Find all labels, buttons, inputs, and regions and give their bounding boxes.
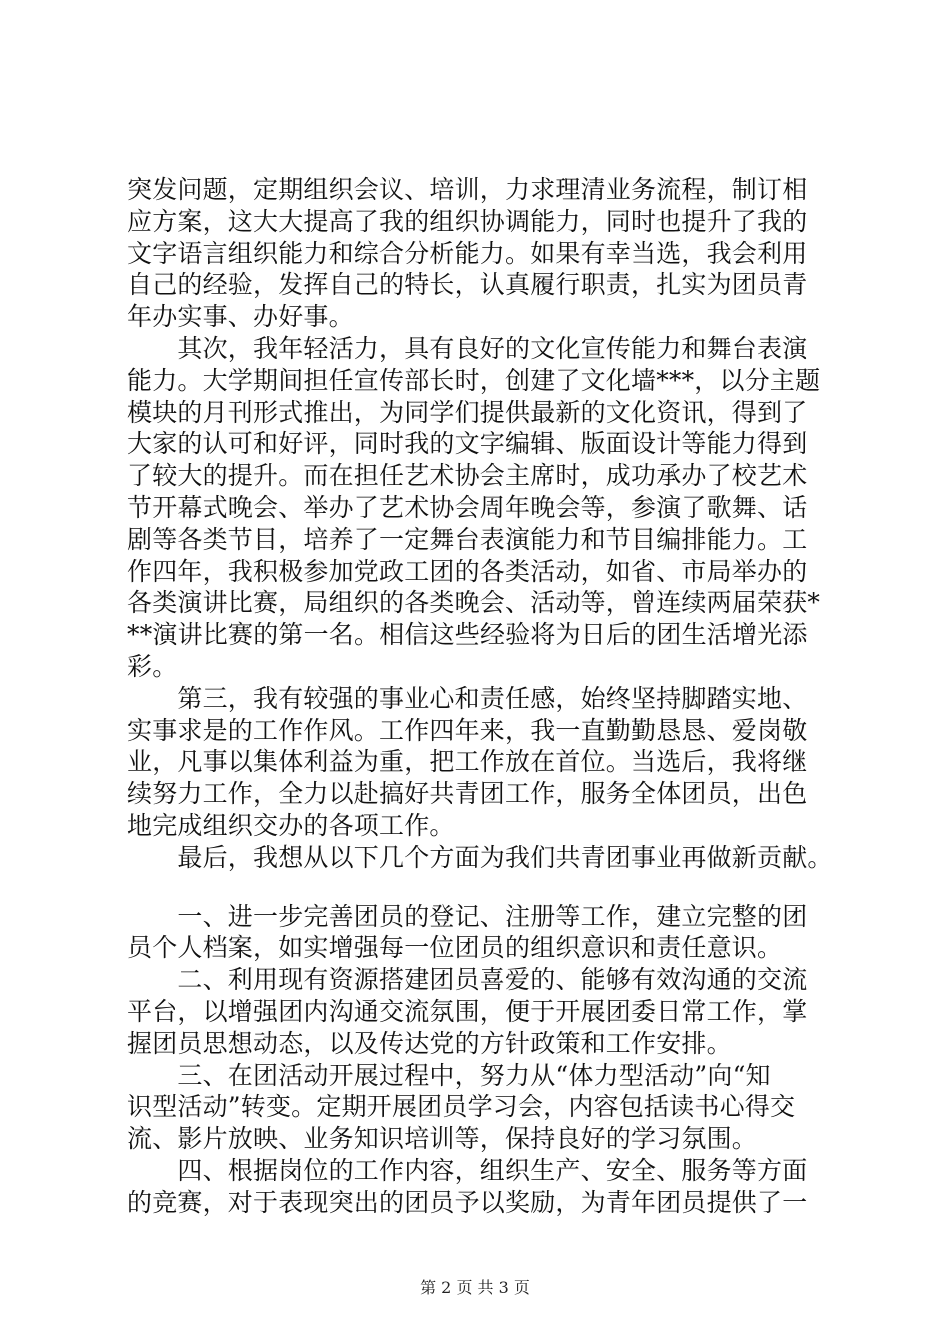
text-line: 四、根据岗位的工作内容，组织生产、安全、服务等方面 (127, 1155, 808, 1185)
text-line: 彩。 (127, 651, 178, 681)
text-line: 三、在团活动开展过程中，努力从“体力型活动”向“知 (127, 1060, 771, 1090)
text-line: 员个人档案，如实增强每一位团员的组织意识和责任意识。 (127, 933, 783, 963)
text-line: 作四年，我积极参加党政工团的各类活动，如省、市局举办的 (127, 556, 808, 586)
text-line: 了较大的提升。而在担任艺术协会主席时，成功承办了校艺术 (127, 461, 808, 491)
text-line: 续努力工作，全力以赴搞好共青团工作，服务全体团员，出色 (127, 779, 808, 809)
text-line: 各类演讲比赛，局组织的各类晚会、活动等，曾连续两届荣获* (127, 588, 821, 618)
text-line: 年办实事、办好事。 (127, 302, 354, 332)
text-line: 节开幕式晚会、举办了艺术协会周年晚会等，参演了歌舞、话 (127, 492, 808, 522)
blank-line (127, 874, 827, 901)
text-line: 流、影片放映、业务知识培训等，保持良好的学习氛围。 (127, 1124, 758, 1154)
text-line: 突发问题，定期组织会议、培训，力求理清业务流程，制订相 (127, 175, 808, 204)
page-footer (0, 1278, 950, 1298)
text-line: 业，凡事以集体利益为重，把工作放在首位。当选后，我将继 (127, 747, 808, 777)
text-line: 一、进一步完善团员的登记、注册等工作，建立完整的团 (127, 901, 808, 931)
text-line: 最后，我想从以下几个方面为我们共青团事业再做新贡献。 (127, 842, 833, 872)
text-line: 第三，我有较强的事业心和责任感，始终坚持脚踏实地、 (127, 683, 808, 713)
text-line: 的竞赛，对于表现突出的团员予以奖励，为青年团员提供了一 (127, 1187, 808, 1217)
text-line: 二、利用现有资源搭建团员喜爱的、能够有效沟通的交流 (127, 965, 808, 995)
text-line: 实事求是的工作作风。工作四年来，我一直勤勤恳恳、爱岗敬 (127, 715, 808, 745)
text-line: 能力。大学期间担任宣传部长时，创建了文化墙***，以分主题 (127, 365, 821, 395)
text-line: 地完成组织交办的各项工作。 (127, 810, 455, 840)
text-line: 其次，我年轻活力，具有良好的文化宣传能力和舞台表演 (127, 333, 808, 363)
text-line: 握团员思想动态，以及传达党的方针政策和工作安排。 (127, 1028, 732, 1058)
text-line: 剧等各类节目，培养了一定舞台表演能力和节目编排能力。工 (127, 524, 808, 554)
document-body (127, 174, 833, 1219)
text-line: 自己的经验，发挥自己的特长，认真履行职责，扎实为团员青 (127, 270, 808, 300)
text-line: 识型活动”转变。定期开展团员学习会，内容包括读书心得交 (127, 1092, 796, 1122)
page-number-label: 第 2 页 共 3 页 (420, 1278, 530, 1297)
text-line: 应方案，这大大提高了我的组织协调能力，同时也提升了我的 (127, 206, 808, 236)
text-line: **演讲比赛的第一名。相信这些经验将为日后的团生活增光添 (127, 620, 808, 650)
text-line: 平台，以增强团内沟通交流氛围，便于开展团委日常工作，掌 (127, 996, 808, 1026)
text-line: 模块的月刊形式推出，为同学们提供最新的文化资讯，得到了 (127, 397, 808, 427)
text-line: 文字语言组织能力和综合分析能力。如果有幸当选，我会利用 (127, 238, 808, 268)
text-line: 大家的认可和好评，同时我的文字编辑、版面设计等能力得到 (127, 429, 808, 459)
